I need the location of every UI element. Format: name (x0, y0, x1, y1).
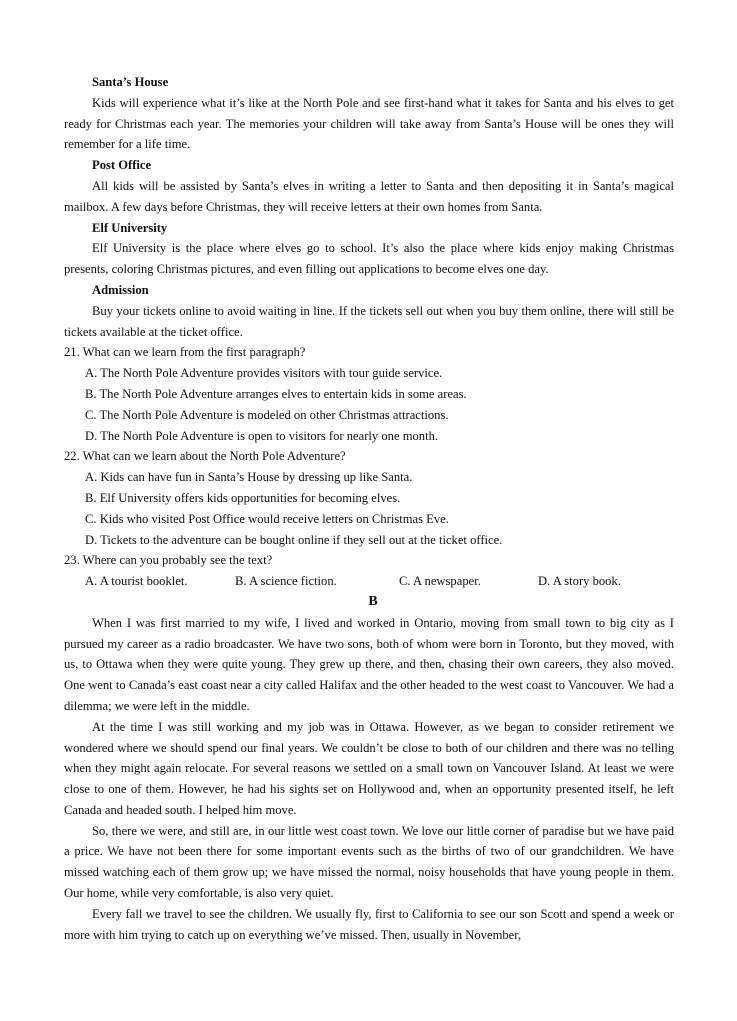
section-b-title: B (368, 593, 378, 609)
admission-paragraph: Buy your tickets online to avoid waiting in line. If the tickets sell out when you buy them online, there will still be tickets available at the ticket office. (64, 303, 674, 339)
question-23: 23. Where can you probably see the text? (64, 553, 273, 568)
post-office-heading: Post Office (92, 158, 152, 173)
document-page (64, 72, 674, 945)
question-21-option-c: C. The North Pole Adventure is modeled on other Christmas attractions. (85, 407, 449, 422)
question-22: 22. What can we learn about the North Pole Adventure? (64, 449, 346, 464)
elf-university-paragraph: Elf University is the place where elves go to school. It’s also the place where kids enjoy making Christmas presents, coloring Christmas pictures, and even filling out applications to become elves one day. (64, 241, 674, 277)
question-23-options (64, 571, 674, 592)
question-21: 21. What can we learn from the first paragraph? (64, 345, 306, 360)
santas-house-heading: Santa’s House (92, 75, 169, 89)
elf-university-heading: Elf University (92, 220, 168, 235)
question-21-option-b: B. The North Pole Adventure arranges elves to entertain kids in some areas. (85, 386, 467, 401)
question-23-option-a: A. A tourist booklet. (85, 574, 188, 589)
question-22-option-b: B. Elf University offers kids opportunities for becoming elves. (85, 490, 401, 505)
question-21-option-d: D. The North Pole Adventure is open to visitors for nearly one month. (85, 428, 439, 443)
santas-house-paragraph: Kids will experience what it’s like at the North Pole and see first-hand what it takes for Santa and his elves to get ready for Christmas each year. The memories your children will take away from Santa’s House will be ones they will remember for a life time. (64, 95, 674, 152)
question-21-option-a: A. The North Pole Adventure provides visitors with tour guide service. (85, 366, 443, 381)
question-23-option-c: C. A newspaper. (399, 574, 481, 589)
post-office-paragraph: All kids will be assisted by Santa’s elves in writing a letter to Santa and then depositing it in Santa’s magical mailbox. A few days before Christmas, they will receive letters at their own homes from Santa. (64, 178, 674, 214)
section-b-paragraph-4: Every fall we travel to see the children. We usually fly, first to California to see our son Scott and spend a week or more with him trying to catch up on everything we’ve missed. Then, usually in November, (64, 906, 674, 942)
question-22-option-d: D. Tickets to the adventure can be bought online if they sell out at the ticket office. (85, 532, 503, 547)
question-22-option-c: C. Kids who visited Post Office would receive letters on Christmas Eve. (85, 511, 449, 526)
section-b-paragraph-1: When I was first married to my wife, I lived and worked in Ontario, moving from small town to big city as I pursued my career as a radio broadcaster. We have two sons, both of whom were born in Toronto, but they moved, with us, to Ottawa when they were quite young. They grew up there, and then, chasing their own careers, they also moved. One went to Canada’s east coast near a city called Halifax and the other headed to the west coast to Vancouver. We had a dilemma; we were left in the middle. (64, 615, 674, 713)
section-b-paragraph-3: So, there we were, and still are, in our little west coast town. We love our little corner of paradise but we have paid a price. We have not been there for some important events such as the births of two of our grandchildren. We have missed watching each of them grow up; we have missed the normal, noisy households that have young people in them. Our home, while very comfortable, is also very quiet. (64, 823, 674, 901)
question-23-option-b: B. A science fiction. (235, 574, 337, 589)
question-23-option-d: D. A story book. (538, 574, 621, 589)
question-22-option-a: A. Kids can have fun in Santa’s House by dressing up like Santa. (85, 470, 413, 485)
section-b-paragraph-2: At the time I was still working and my job was in Ottawa. However, as we began to consider retirement we wondered where we should spend our final years. We couldn’t be close to both of our children and there was no telling when they might again relocate. For several reasons we settled on a small town on Vancouver Island. At least we were close to one of them. However, he had his sights set on Hollywood and, when an opportunity presented itself, he left Canada and headed south. I helped him move. (64, 719, 674, 817)
admission-heading: Admission (92, 282, 149, 297)
